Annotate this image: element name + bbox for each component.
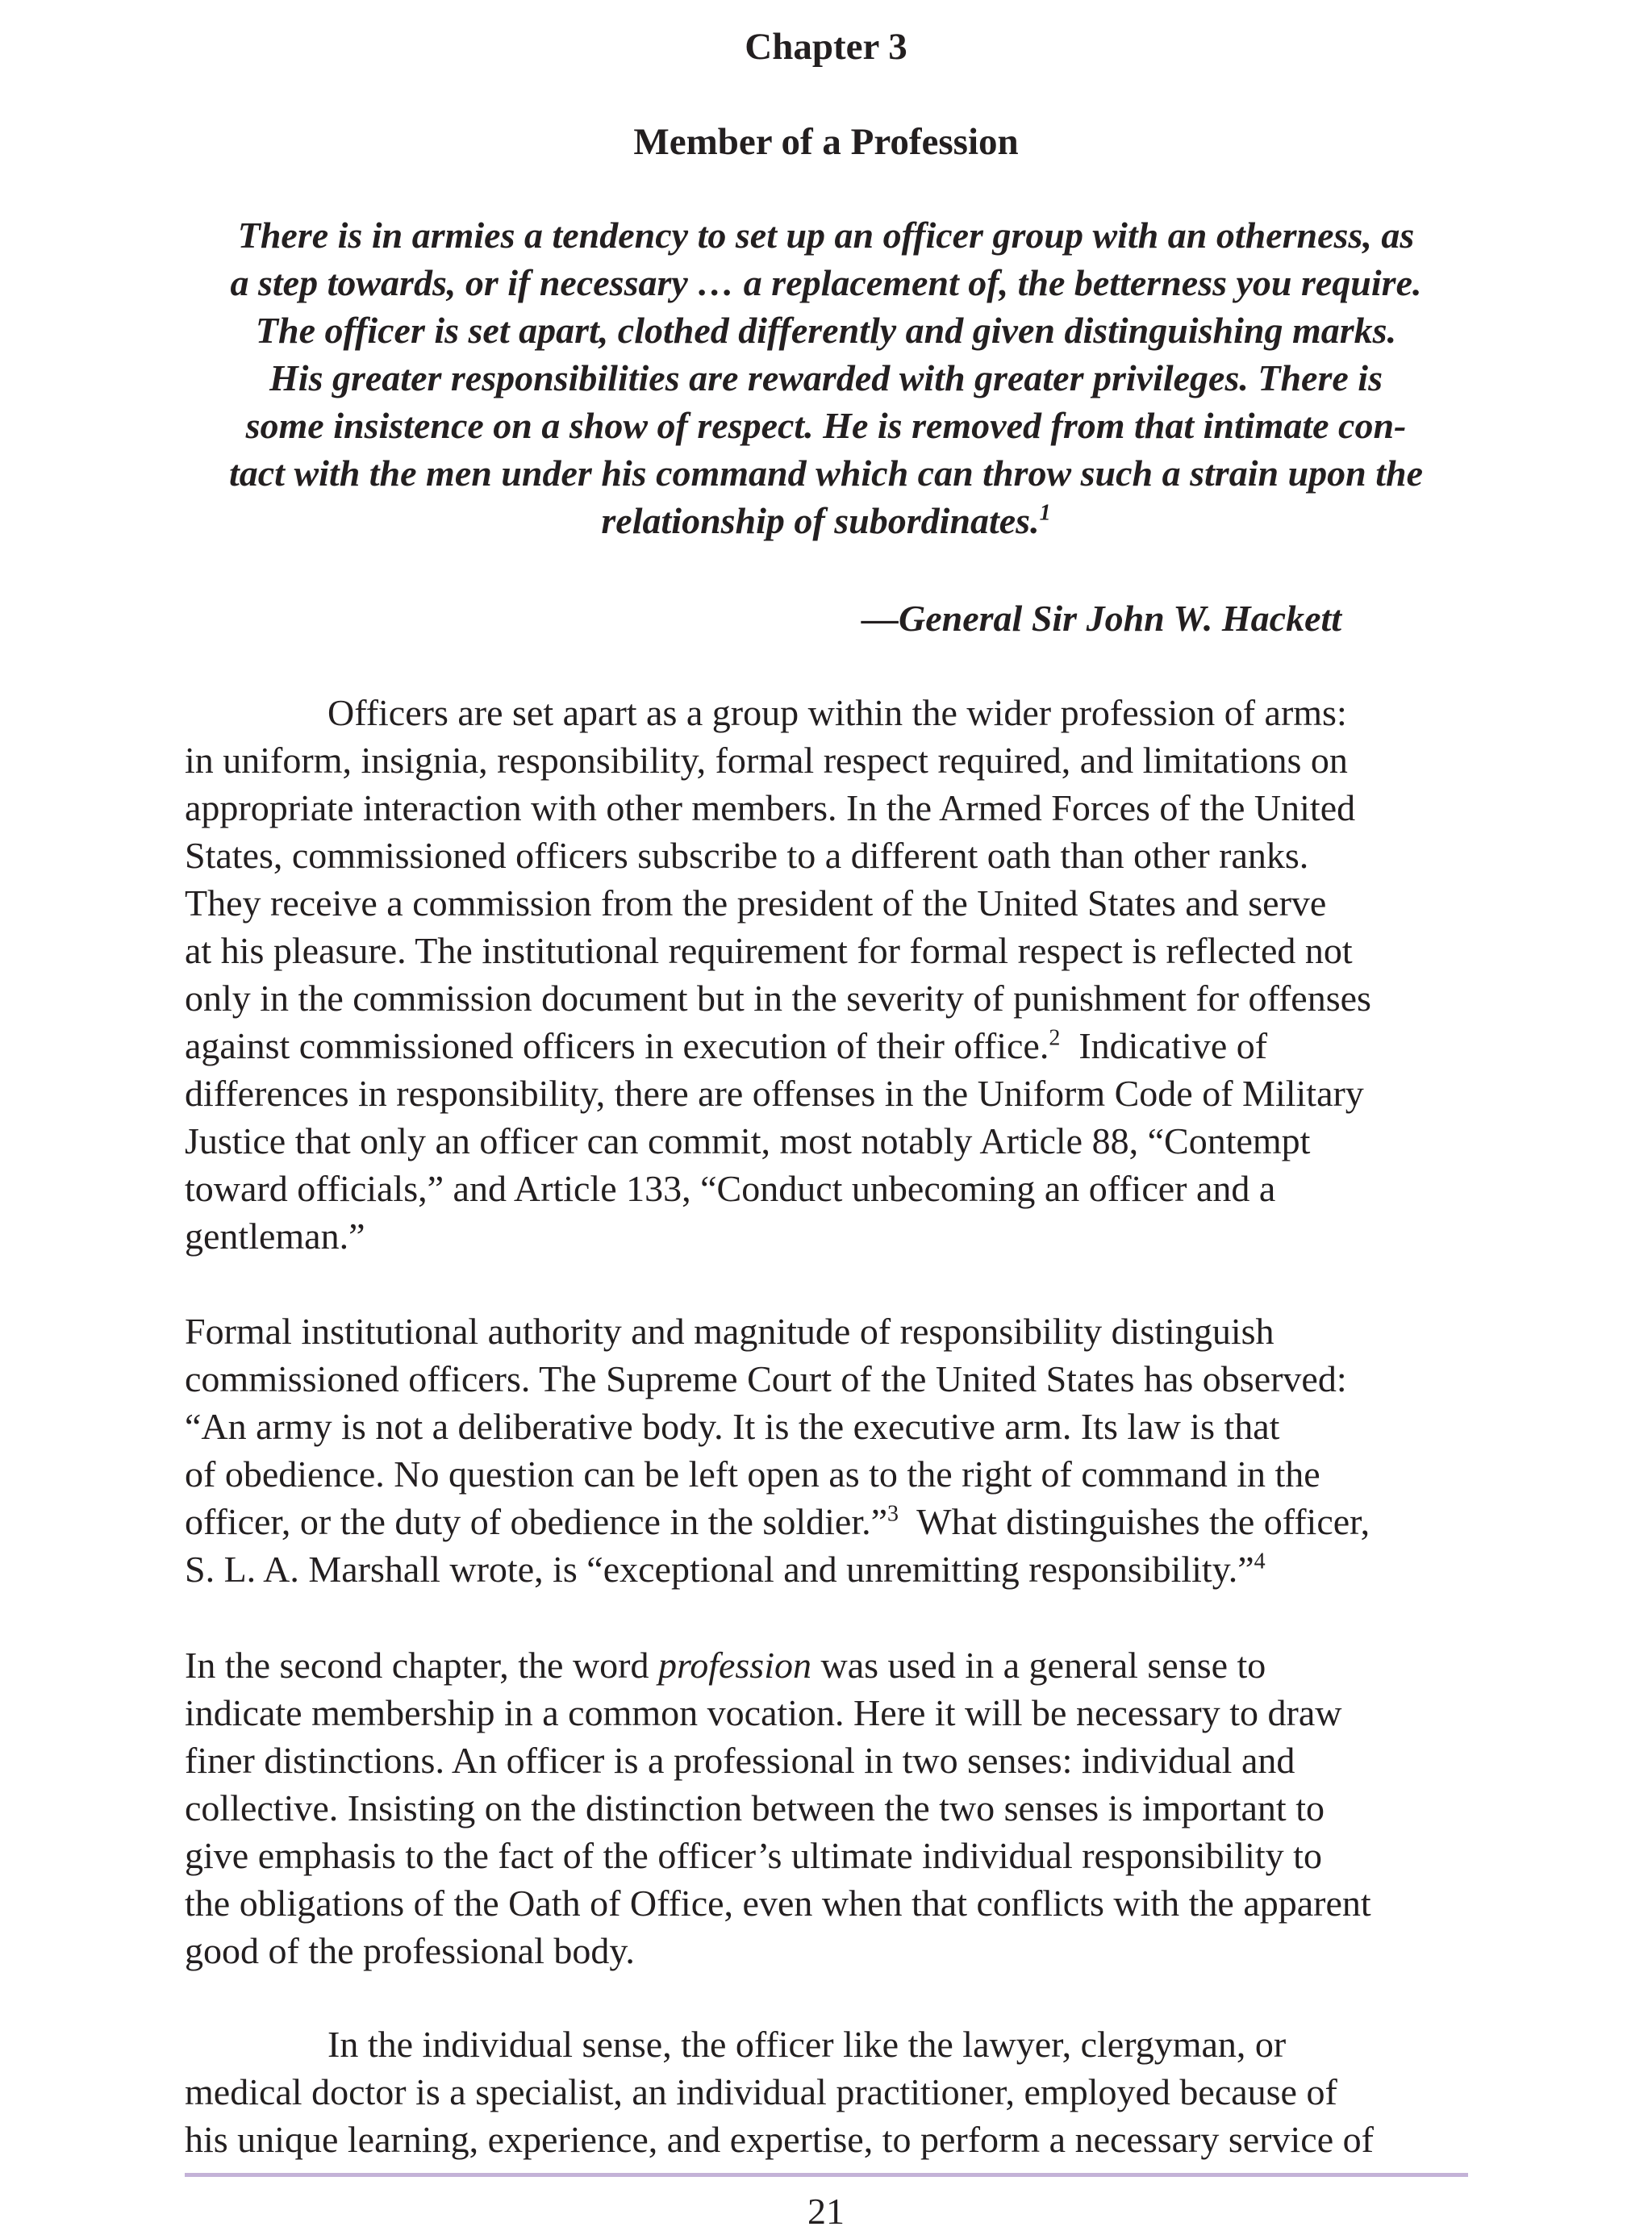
footnote-marker-1: 1 (1039, 500, 1051, 526)
footnote-marker-2: 2 (1049, 1025, 1061, 1051)
text-line: in uniform, insignia, responsibility, formal respect required, and limitations on (185, 740, 1348, 781)
chapter-number: Chapter 3 (745, 26, 907, 68)
text-line: gentleman.” (185, 1215, 365, 1257)
text-line (185, 1545, 1475, 1593)
footnote-marker-4: 4 (1254, 1549, 1266, 1574)
text-segment: officer, or the duty of obedience in the soldier.” (185, 1501, 888, 1542)
epigraph-attribution: —General Sir John W. Hackett (861, 598, 1342, 639)
footnote-marker-3: 3 (887, 1501, 899, 1527)
epigraph-line-text: relationship of subordinates. (601, 500, 1040, 541)
text-line: differences in responsibility, there are offenses in the Uniform Code of Military (185, 1073, 1364, 1114)
text-line: States, commissioned officers subscribe to a different oath than other ranks. (185, 835, 1309, 876)
text-line: of obedience. No question can be left open as to the right of command in the (185, 1453, 1320, 1495)
text-line: Formal institutional authority and magnitude of responsibility distinguish (185, 1311, 1274, 1352)
epigraph-line: some insistence on a show of respect. He is removed from that intimate con- (245, 405, 1407, 446)
chapter-title: Member of a Profession (633, 121, 1019, 163)
text-line: Officers are set apart as a group within the wider profession of arms: (327, 692, 1347, 733)
emphasized-word: profession (658, 1645, 811, 1686)
text-line: good of the professional body. (185, 1930, 635, 1971)
epigraph-line: There is in armies a tendency to set up an officer group with an otherness, as (237, 215, 1415, 256)
paragraph-1 (185, 689, 1475, 1260)
text-line: finer distinctions. An officer is a professional in two senses: individual and (185, 1740, 1295, 1781)
paragraph-4 (185, 2020, 1475, 2163)
text-segment: S. L. A. Marshall wrote, is “exceptional and unremitting responsibility.” (185, 1549, 1254, 1590)
text-line: medical doctor is a specialist, an individual practitioner, employed because of (185, 2071, 1337, 2112)
epigraph-line: His greater responsibilities are rewarded with greater privileges. There is (269, 357, 1383, 398)
text-line: at his pleasure. The institutional requirement for formal respect is reflected not (185, 930, 1353, 971)
text-segment: What distinguishes the officer, (899, 1501, 1370, 1542)
epigraph-line (186, 497, 1466, 544)
text-line: collective. Insisting on the distinction between the two senses is important to (185, 1787, 1325, 1828)
text-line: Justice that only an officer can commit, most notably Article 88, “Contempt (185, 1120, 1311, 1161)
text-line (185, 1022, 1475, 1070)
paragraph-2 (185, 1307, 1475, 1593)
text-line: only in the commission document but in the severity of punishment for offenses (185, 978, 1371, 1019)
epigraph-line: a step towards, or if necessary … a replacement of, the betterness you require. (230, 262, 1422, 303)
page-number: 21 (807, 2191, 845, 2232)
text-line: appropriate interaction with other members. In the Armed Forces of the United (185, 787, 1356, 828)
text-line: commissioned officers. The Supreme Court of the United States has observed: (185, 1358, 1347, 1399)
text-segment: Indicative of (1060, 1025, 1268, 1066)
text-segment: In the second chapter, the word (185, 1645, 658, 1686)
text-line: “An army is not a deliberative body. It is the executive arm. Its law is that (185, 1406, 1280, 1447)
epigraph-line: The officer is set apart, clothed differently and given distinguishing marks. (255, 310, 1397, 351)
epigraph-quote (186, 211, 1466, 544)
text-line: give emphasis to the fact of the officer’s ultimate individual responsibility to (185, 1835, 1322, 1876)
text-segment: against commissioned officers in execution of their office. (185, 1025, 1049, 1066)
epigraph-line: tact with the men under his command which can throw such a strain upon the (228, 452, 1424, 494)
text-line: They receive a commission from the president of the United States and serve (185, 882, 1327, 924)
text-line (185, 1641, 1475, 1689)
text-line: toward officials,” and Article 133, “Conduct unbecoming an officer and a (185, 1168, 1276, 1209)
footer-rule (185, 2173, 1468, 2177)
text-segment: was used in a general sense to (811, 1645, 1266, 1686)
paragraph-3 (185, 1641, 1475, 1974)
text-line (185, 1498, 1475, 1545)
text-line: his unique learning, experience, and expertise, to perform a necessary service of (185, 2119, 1374, 2160)
text-line: indicate membership in a common vocation. Here it will be necessary to draw (185, 1692, 1342, 1733)
text-line: the obligations of the Oath of Office, even when that conflicts with the apparent (185, 1883, 1371, 1924)
text-line: In the individual sense, the officer like the lawyer, clergyman, or (327, 2024, 1287, 2065)
